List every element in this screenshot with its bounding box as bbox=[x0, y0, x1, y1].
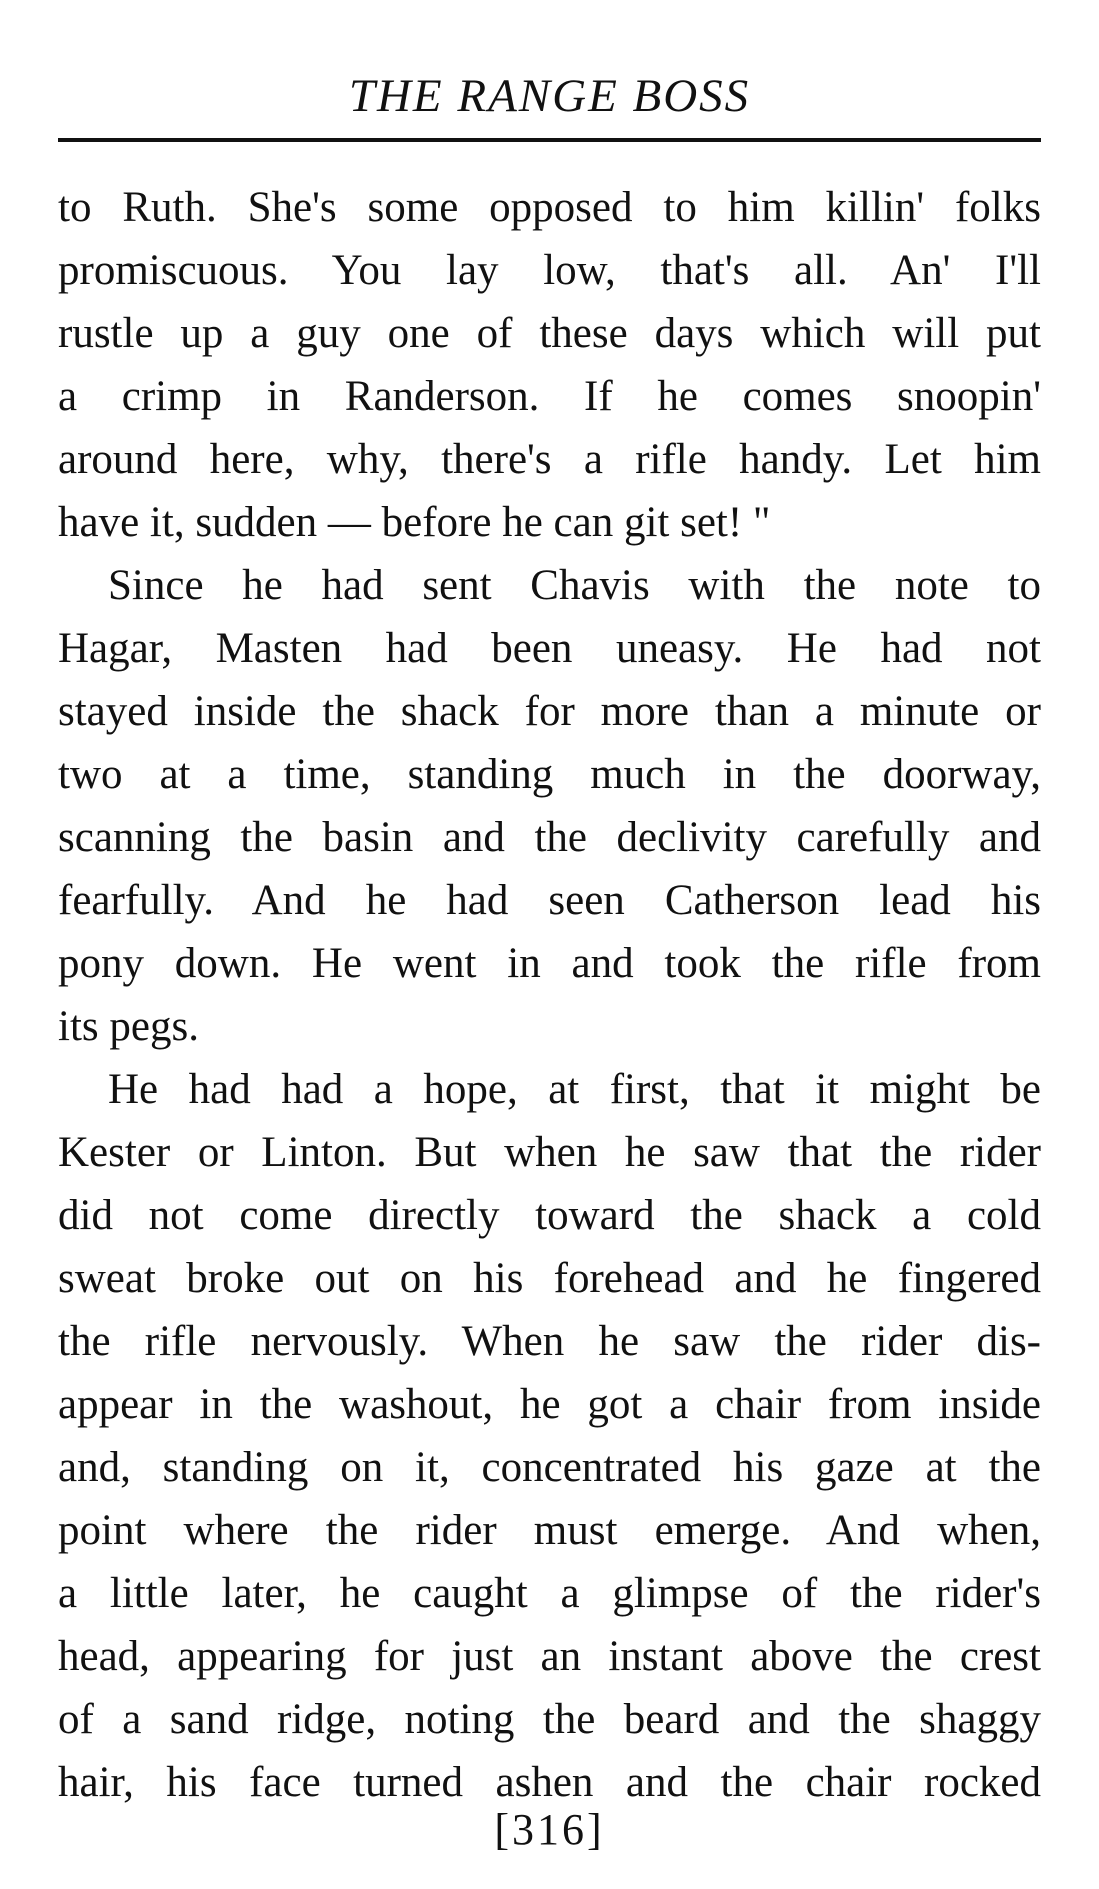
text-line: point where the rider must emerge. And when, bbox=[58, 1507, 1041, 1554]
text-line: its pegs. bbox=[58, 1003, 199, 1050]
text-line: to Ruth. She's some opposed to him killin' folks bbox=[58, 184, 1041, 231]
text-line: Kester or Linton. But when he saw that the rider bbox=[58, 1129, 1041, 1176]
text-line: Since he had sent Chavis with the note to bbox=[108, 562, 1041, 609]
text-line: have it, sudden — before he can git set! " bbox=[58, 499, 771, 546]
header-rule bbox=[58, 138, 1041, 142]
text-line: promiscuous. You lay low, that's all. An' I'll bbox=[58, 247, 1041, 294]
text-line: of a sand ridge, noting the beard and the shaggy bbox=[58, 1696, 1041, 1743]
text-line: hair, his face turned ashen and the chair rocked bbox=[58, 1759, 1041, 1806]
text-line: Hagar, Masten had been uneasy. He had not bbox=[58, 625, 1041, 672]
text-line: He had had a hope, at first, that it might be bbox=[108, 1066, 1041, 1113]
text-line: appear in the washout, he got a chair from inside bbox=[58, 1381, 1041, 1428]
running-title: THE RANGE BOSS bbox=[348, 70, 751, 122]
body-text bbox=[58, 176, 1041, 1814]
text-line: stayed inside the shack for more than a minute or bbox=[58, 688, 1041, 735]
text-line: the rifle nervously. When he saw the rider dis- bbox=[58, 1318, 1041, 1365]
text-line: sweat broke out on his forehead and he fingered bbox=[58, 1255, 1041, 1302]
text-line: a crimp in Randerson. If he comes snoopin' bbox=[58, 373, 1041, 420]
text-line: and, standing on it, concentrated his gaze at the bbox=[58, 1444, 1041, 1491]
text-line: two at a time, standing much in the doorway, bbox=[58, 751, 1041, 798]
text-line: fearfully. And he had seen Catherson lead his bbox=[58, 877, 1041, 924]
text-line: scanning the basin and the declivity carefully and bbox=[58, 814, 1041, 861]
text-line: rustle up a guy one of these days which will put bbox=[58, 310, 1041, 357]
text-line: head, appearing for just an instant above the crest bbox=[58, 1633, 1041, 1680]
text-line: a little later, he caught a glimpse of the rider's bbox=[58, 1570, 1041, 1617]
text-line: pony down. He went in and took the rifle from bbox=[58, 940, 1041, 987]
text-line: around here, why, there's a rifle handy. Let him bbox=[58, 436, 1041, 483]
page-number: [316] bbox=[494, 1805, 605, 1854]
text-line: did not come directly toward the shack a cold bbox=[58, 1192, 1041, 1239]
